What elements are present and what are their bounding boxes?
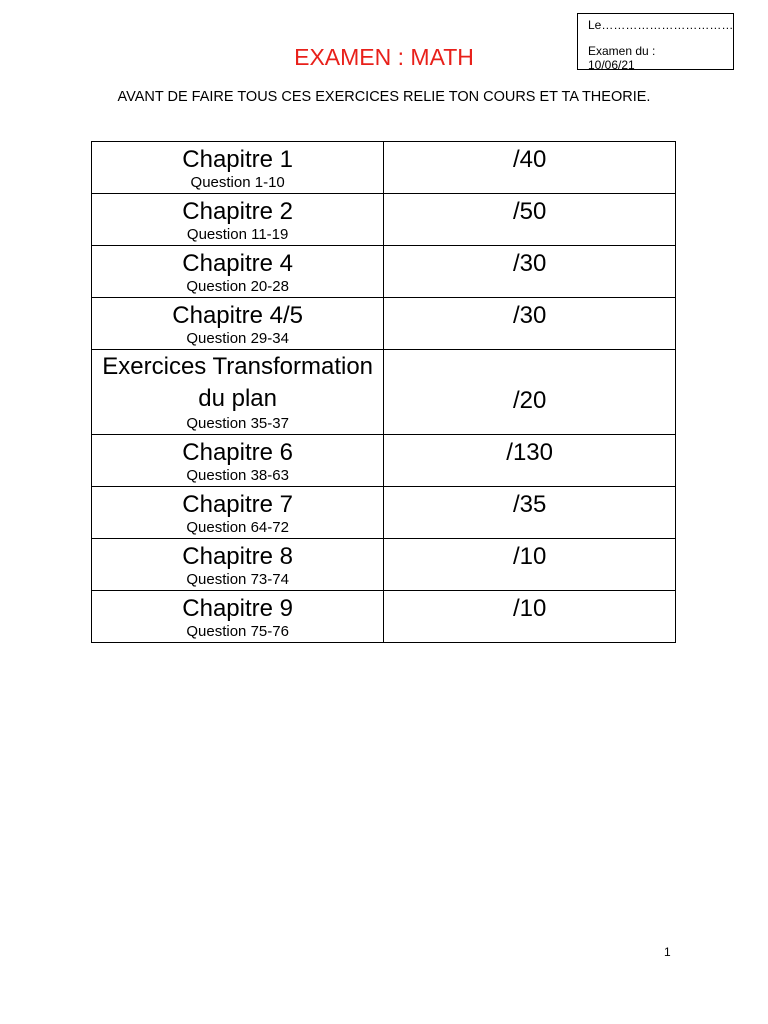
exam-date-label: Examen du : — [588, 44, 656, 58]
table-row — [92, 246, 676, 298]
chapter-name: Exercices Transformation du plan — [102, 353, 374, 412]
chapter-cell — [92, 298, 384, 350]
chapter-cell — [92, 350, 384, 435]
chapter-name: Chapitre 9 — [182, 595, 294, 622]
table-row — [92, 298, 676, 350]
score-cell — [384, 435, 676, 487]
score-value: /30 — [512, 250, 547, 277]
table-row — [92, 435, 676, 487]
score-cell — [384, 142, 676, 194]
page-number: 1 — [664, 945, 671, 959]
score-value: /30 — [512, 302, 547, 329]
table-row — [92, 350, 676, 435]
score-cell — [384, 591, 676, 643]
date-line: Le…………………………… — [588, 18, 734, 32]
chapter-name: Chapitre 2 — [182, 198, 294, 225]
chapter-cell — [92, 246, 384, 298]
chapter-questions: Question 75-76 — [186, 623, 289, 640]
grades-table — [91, 141, 676, 643]
score-cell — [384, 539, 676, 591]
score-cell — [384, 350, 676, 435]
chapter-name: Chapitre 4 — [182, 250, 294, 277]
table-row — [92, 487, 676, 539]
score-value: /50 — [512, 198, 547, 225]
chapter-cell — [92, 591, 384, 643]
page-title — [0, 42, 768, 72]
page-title-text: EXAMEN : MATH — [294, 44, 474, 70]
score-cell — [384, 194, 676, 246]
chapter-name: Chapitre 7 — [182, 491, 294, 518]
score-value: /35 — [512, 491, 547, 518]
chapter-questions: Question 73-74 — [186, 571, 289, 588]
chapter-questions: Question 35-37 — [186, 415, 289, 432]
table-row — [92, 142, 676, 194]
chapter-questions: Question 1-10 — [190, 174, 285, 191]
chapter-cell — [92, 435, 384, 487]
chapter-name: Chapitre 8 — [182, 543, 294, 570]
score-value: /130 — [506, 439, 553, 466]
score-value: /40 — [512, 146, 547, 173]
table-row — [92, 539, 676, 591]
chapter-questions: Question 38-63 — [186, 467, 289, 484]
chapter-cell — [92, 487, 384, 539]
table-row — [92, 591, 676, 643]
chapter-questions: Question 20-28 — [186, 278, 289, 295]
chapter-name: Chapitre 4/5 — [172, 302, 304, 329]
score-cell — [384, 246, 676, 298]
score-cell — [384, 298, 676, 350]
score-value: /10 — [512, 543, 547, 570]
score-value: /10 — [512, 595, 547, 622]
table-row — [92, 194, 676, 246]
chapter-name: Chapitre 1 — [182, 146, 294, 173]
exam-date-value: 10/06/21 — [588, 58, 635, 70]
chapter-questions: Question 29-34 — [186, 330, 289, 347]
chapter-name: Chapitre 6 — [182, 439, 294, 466]
chapter-cell — [92, 539, 384, 591]
score-value: /20 — [512, 387, 547, 414]
chapter-questions: Question 64-72 — [186, 519, 289, 536]
chapter-cell — [92, 194, 384, 246]
chapter-cell — [92, 142, 384, 194]
score-cell — [384, 487, 676, 539]
instructions-text: AVANT DE FAIRE TOUS CES EXERCICES RELIE TON COURS ET TA THEORIE. — [117, 89, 651, 105]
chapter-questions: Question 11-19 — [186, 226, 289, 243]
